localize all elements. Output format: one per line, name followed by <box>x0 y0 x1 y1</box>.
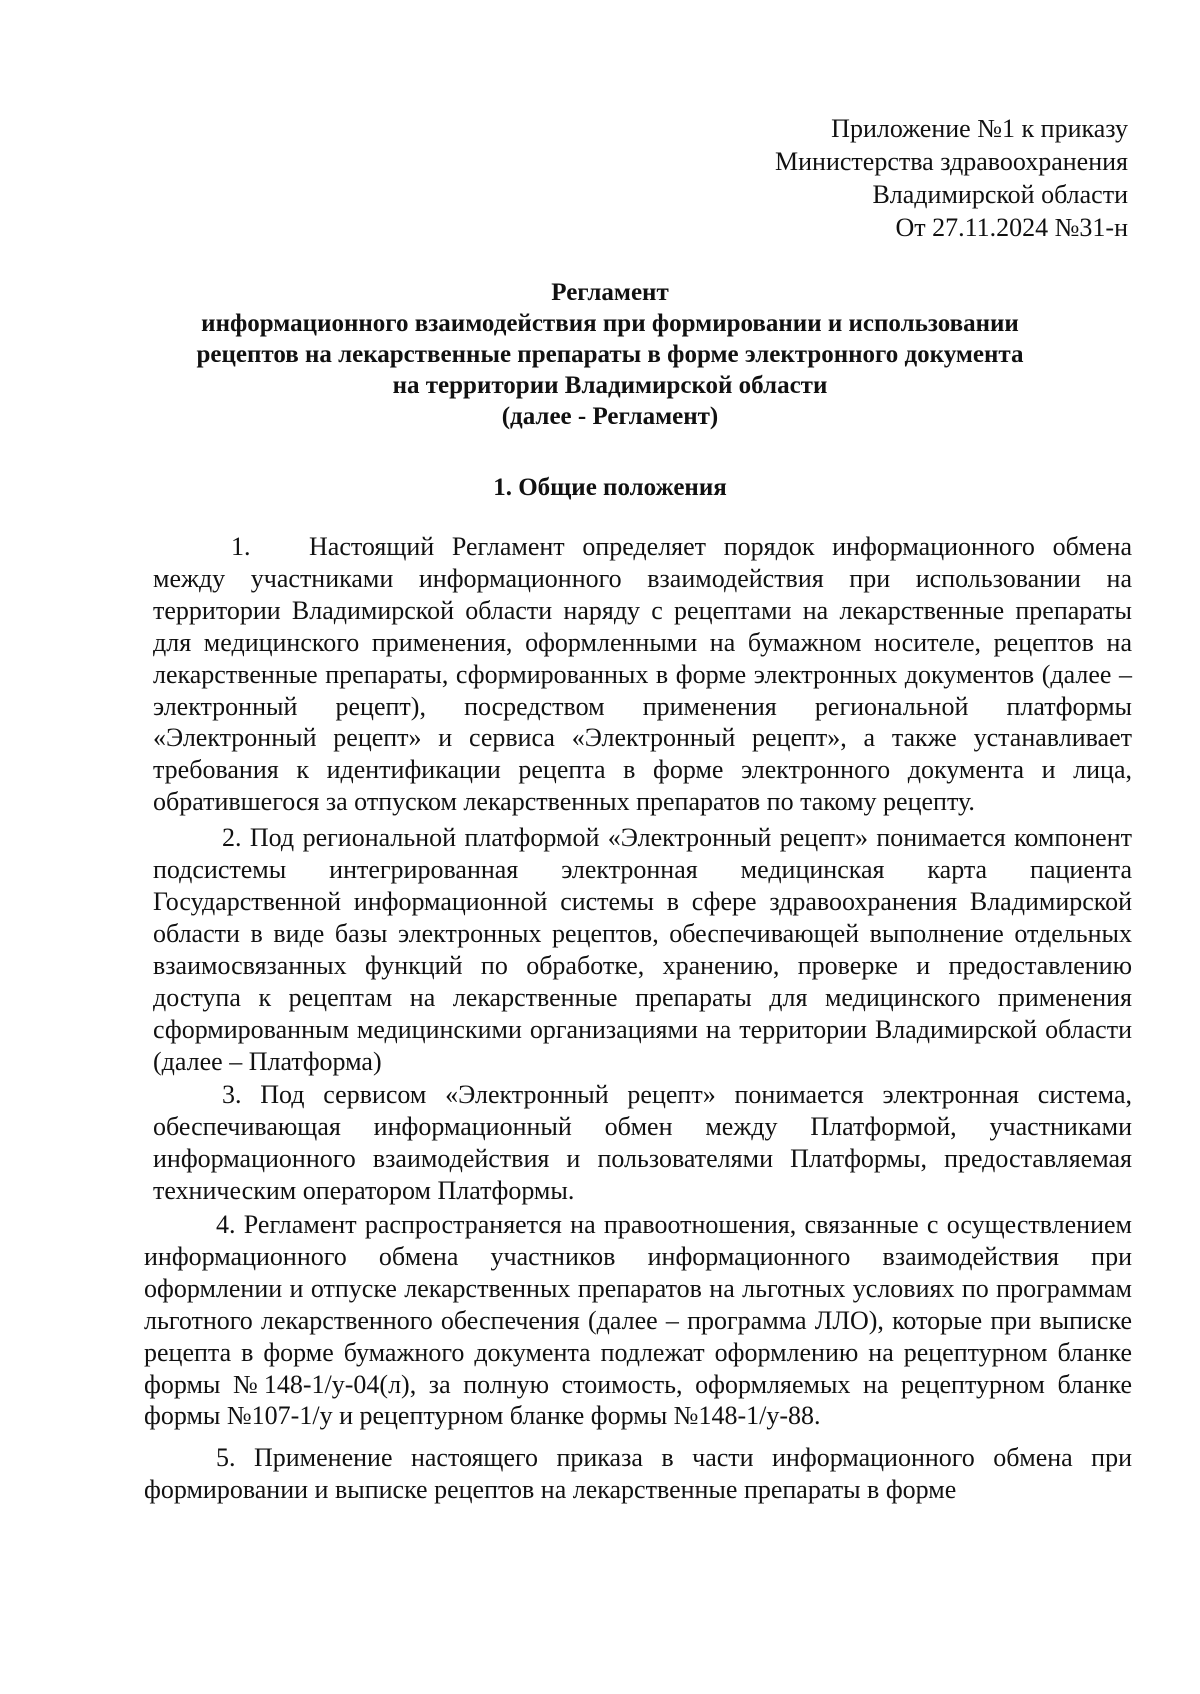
title-line: информационного взаимодействия при формировании и использовании <box>201 310 1019 337</box>
paragraph-3: 3. Под сервисом «Электронный рецепт» понимается электронная система, обеспечивающая информационный обмен между Платформой, участниками информационного взаимодействия и пользователями Платформы, предоставляемая техническим оператором Платформы. <box>153 1080 1132 1206</box>
appendix-line: От 27.11.2024 №31-н <box>895 213 1128 242</box>
title-line: на территории Владимирской области <box>392 372 828 399</box>
title-line: Регламент <box>551 279 669 306</box>
document-body <box>144 531 1132 1506</box>
title-line: рецептов на лекарственные препараты в форме электронного документа <box>196 341 1024 368</box>
paragraph-2: 2. Под региональной платформой «Электронный рецепт» понимается компонент подсистемы интегрированная электронная медицинская карта пациента Государственной информационной системы в сфере здравоохранения Владимирской области в виде базы электронных рецептов, обеспечивающей выполнение отдельных взаимосвязанных функций по обработке, хранению, проверке и предоставлению доступа к рецептам на лекарственные препараты для медицинского применения сформированным медицинскими организациями на территории Владимирской области (далее – Платформа) <box>153 823 1132 1076</box>
paragraph-5: 5. Применение настоящего приказа в части информационного обмена при формировании и выписке рецептов на лекарственные препараты в форме <box>144 1443 1132 1505</box>
paragraph-number: 1. <box>231 532 251 561</box>
appendix-reference <box>628 112 1128 244</box>
paragraph-4: 4. Регламент распространяется на правоотношения, связанные с осуществлением информационного обмена участников информационного взаимодействия при оформлении и отпуске лекарственных препаратов на льготных условиях по программам льготного лекарственного обеспечения (далее – программа ЛЛО), которые при выписке рецепта в форме бумажного документа подлежат оформлению на рецептурном бланке формы №148-1/у-04(л), за полную стоимость, оформляемых на рецептурном бланке формы №107-1/у и рецептурном бланке формы №148-1/у-88. <box>144 1210 1132 1431</box>
appendix-line: Министерства здравоохранения <box>775 147 1128 176</box>
section-heading: 1. Общие положения <box>493 474 727 501</box>
paragraph-1 <box>153 531 1132 818</box>
title-line: (далее - Регламент) <box>501 403 719 430</box>
appendix-line: Приложение №1 к приказу <box>831 114 1128 143</box>
paragraph-text: Настоящий Регламент определяет порядок информационного обмена между участниками информационного взаимодействия при использовании на территории Владимирской области наряду с рецептами на лекарственные препараты для медицинского применения, оформленными на бумажном носителе, рецептов на лекарственные препараты, сформированных в форме электронных документов (далее – электронный рецепт), посредством применения региональной платформы «Электронный рецепт» и сервиса «Электронный рецепт», а также устанавливает требования к идентификации рецепта в форме электронного документа и лица, обратившегося за отпуском лекарственных препаратов по такому рецепту. <box>153 532 1132 817</box>
document-title <box>110 277 1110 432</box>
appendix-line: Владимирской области <box>872 180 1128 209</box>
